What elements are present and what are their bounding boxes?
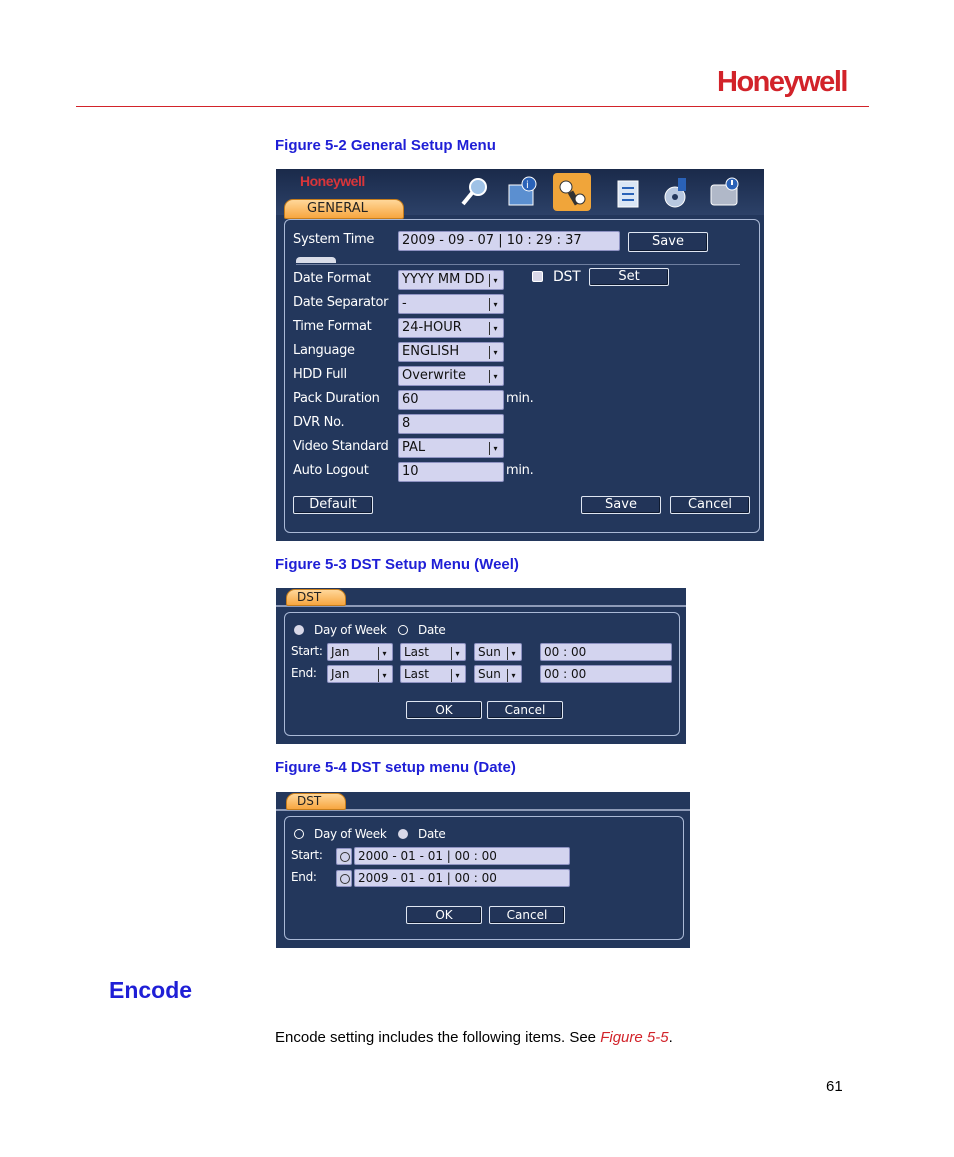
row-label: Language (293, 343, 355, 358)
day-of-week-label: Day of Week (314, 623, 387, 637)
end-time-field[interactable]: 00 : 00 (540, 665, 672, 683)
row-value: 24-HOUR (402, 320, 462, 335)
row-input[interactable] (398, 414, 504, 434)
row-label: Video Standard (293, 439, 389, 454)
row-value: 8 (402, 416, 411, 431)
page-number: 61 (826, 1078, 843, 1095)
row-label: Date Format (293, 271, 371, 286)
system-time-field[interactable]: 2009 - 09 - 07 | 10 : 29 : 37 (398, 231, 620, 251)
dst-week-screenshot (276, 588, 686, 744)
cancel-button[interactable]: Cancel (670, 496, 750, 514)
day-of-week-radio[interactable] (294, 829, 304, 839)
unit-label: min. (506, 463, 534, 478)
cancel-button[interactable]: Cancel (487, 701, 563, 719)
row-label: DVR No. (293, 415, 345, 430)
end-week-value: Last (404, 667, 429, 681)
day-of-week-label: Day of Week (314, 827, 387, 841)
row-select[interactable] (398, 342, 504, 362)
chevron-down-icon: ▾ (489, 442, 501, 455)
dst-tab[interactable]: DST (286, 589, 346, 606)
dst-date-screenshot (276, 792, 690, 948)
row-value: Overwrite (402, 368, 466, 383)
chevron-down-icon: ▾ (489, 274, 501, 287)
ok-button[interactable]: OK (406, 906, 482, 924)
chevron-down-icon: ▾ (489, 322, 501, 335)
figure-5-3-caption: Figure 5-3 DST Setup Menu (Weel) (275, 556, 519, 573)
ok-button[interactable]: OK (406, 701, 482, 719)
row-select[interactable] (398, 294, 504, 314)
info-icon[interactable] (505, 175, 539, 209)
start-month-select[interactable] (327, 643, 393, 661)
start-week-value: Last (404, 645, 429, 659)
start-week-select[interactable] (400, 643, 466, 661)
day-of-week-radio[interactable] (294, 625, 304, 635)
default-button[interactable]: Default (293, 496, 373, 514)
start-date-field[interactable]: 2000 - 01 - 01 | 00 : 00 (354, 847, 570, 865)
chevron-down-icon: ▾ (378, 647, 390, 660)
row-value: - (402, 296, 407, 311)
start-day-select[interactable] (474, 643, 522, 661)
date-radio[interactable] (398, 829, 408, 839)
row-value: 10 (402, 464, 419, 479)
advanced-icon[interactable] (611, 175, 645, 209)
system-time-label: System Time (293, 232, 375, 247)
figure-link[interactable]: Figure 5-5 (600, 1029, 669, 1046)
svg-text:i: i (526, 180, 529, 191)
row-select[interactable] (398, 318, 504, 338)
sub-tab (296, 257, 336, 263)
start-label: Start: (291, 848, 323, 862)
end-label: End: (291, 870, 317, 884)
end-day-select[interactable] (474, 665, 522, 683)
section-title: Encode (109, 977, 193, 1003)
header-rule (76, 106, 869, 107)
row-value: ENGLISH (402, 344, 460, 359)
chevron-down-icon: ▾ (489, 370, 501, 383)
backup-icon[interactable] (660, 175, 694, 209)
end-week-select[interactable] (400, 665, 466, 683)
general-panel (284, 219, 760, 533)
unit-label: min. (506, 391, 534, 406)
clock-icon[interactable] (336, 870, 352, 887)
general-tab[interactable]: GENERAL (284, 199, 404, 219)
dst-checkbox[interactable] (532, 271, 543, 282)
chevron-down-icon: ▾ (507, 669, 519, 682)
shutdown-icon[interactable] (708, 175, 742, 209)
start-label: Start: (291, 644, 323, 658)
start-time-field[interactable]: 00 : 00 (540, 643, 672, 661)
row-label: Auto Logout (293, 463, 369, 478)
end-label: End: (291, 666, 317, 680)
search-icon[interactable] (458, 175, 492, 209)
row-label: HDD Full (293, 367, 347, 382)
figure-5-4-caption: Figure 5-4 DST setup menu (Date) (275, 759, 516, 776)
row-select[interactable] (398, 438, 504, 458)
start-day-value: Sun (478, 645, 501, 659)
chevron-down-icon: ▾ (378, 669, 390, 682)
body-end: . (668, 1029, 673, 1046)
row-label: Pack Duration (293, 391, 380, 406)
row-value: YYYY MM DD (402, 272, 485, 287)
end-date-field[interactable]: 2009 - 01 - 01 | 00 : 00 (354, 869, 570, 887)
save-time-button[interactable]: Save (628, 232, 708, 252)
end-month-select[interactable] (327, 665, 393, 683)
set-button[interactable]: Set (589, 268, 669, 286)
row-label: Time Format (293, 319, 372, 334)
dst-tab[interactable]: DST (286, 793, 346, 810)
chevron-down-icon: ▾ (489, 298, 501, 311)
save-button[interactable]: Save (581, 496, 661, 514)
row-value: PAL (402, 440, 426, 455)
row-input[interactable] (398, 462, 504, 482)
honeywell-logo: Honeywell (717, 66, 847, 98)
end-month-value: Jan (331, 667, 350, 681)
divider (296, 264, 740, 265)
body-paragraph (275, 1029, 673, 1046)
body-text: Encode setting includes the following items. See (275, 1029, 601, 1046)
chevron-down-icon: ▾ (507, 647, 519, 660)
settings-icon[interactable] (553, 173, 591, 211)
row-select[interactable] (398, 270, 504, 290)
date-label: Date (418, 827, 446, 841)
row-select[interactable] (398, 366, 504, 386)
figure-5-2-caption: Figure 5-2 General Setup Menu (275, 137, 496, 154)
date-label: Date (418, 623, 446, 637)
dvr-brand: Honeywell (300, 173, 365, 189)
chevron-down-icon: ▾ (489, 346, 501, 359)
cancel-button[interactable]: Cancel (489, 906, 565, 924)
date-radio[interactable] (398, 625, 408, 635)
dst-label: DST (553, 269, 581, 285)
chevron-down-icon: ▾ (451, 669, 463, 682)
start-month-value: Jan (331, 645, 350, 659)
clock-icon[interactable] (336, 848, 352, 865)
row-value: 60 (402, 392, 419, 407)
end-day-value: Sun (478, 667, 501, 681)
general-setup-screenshot (276, 169, 764, 541)
chevron-down-icon: ▾ (451, 647, 463, 660)
row-label: Date Separator (293, 295, 389, 310)
row-input[interactable] (398, 390, 504, 410)
